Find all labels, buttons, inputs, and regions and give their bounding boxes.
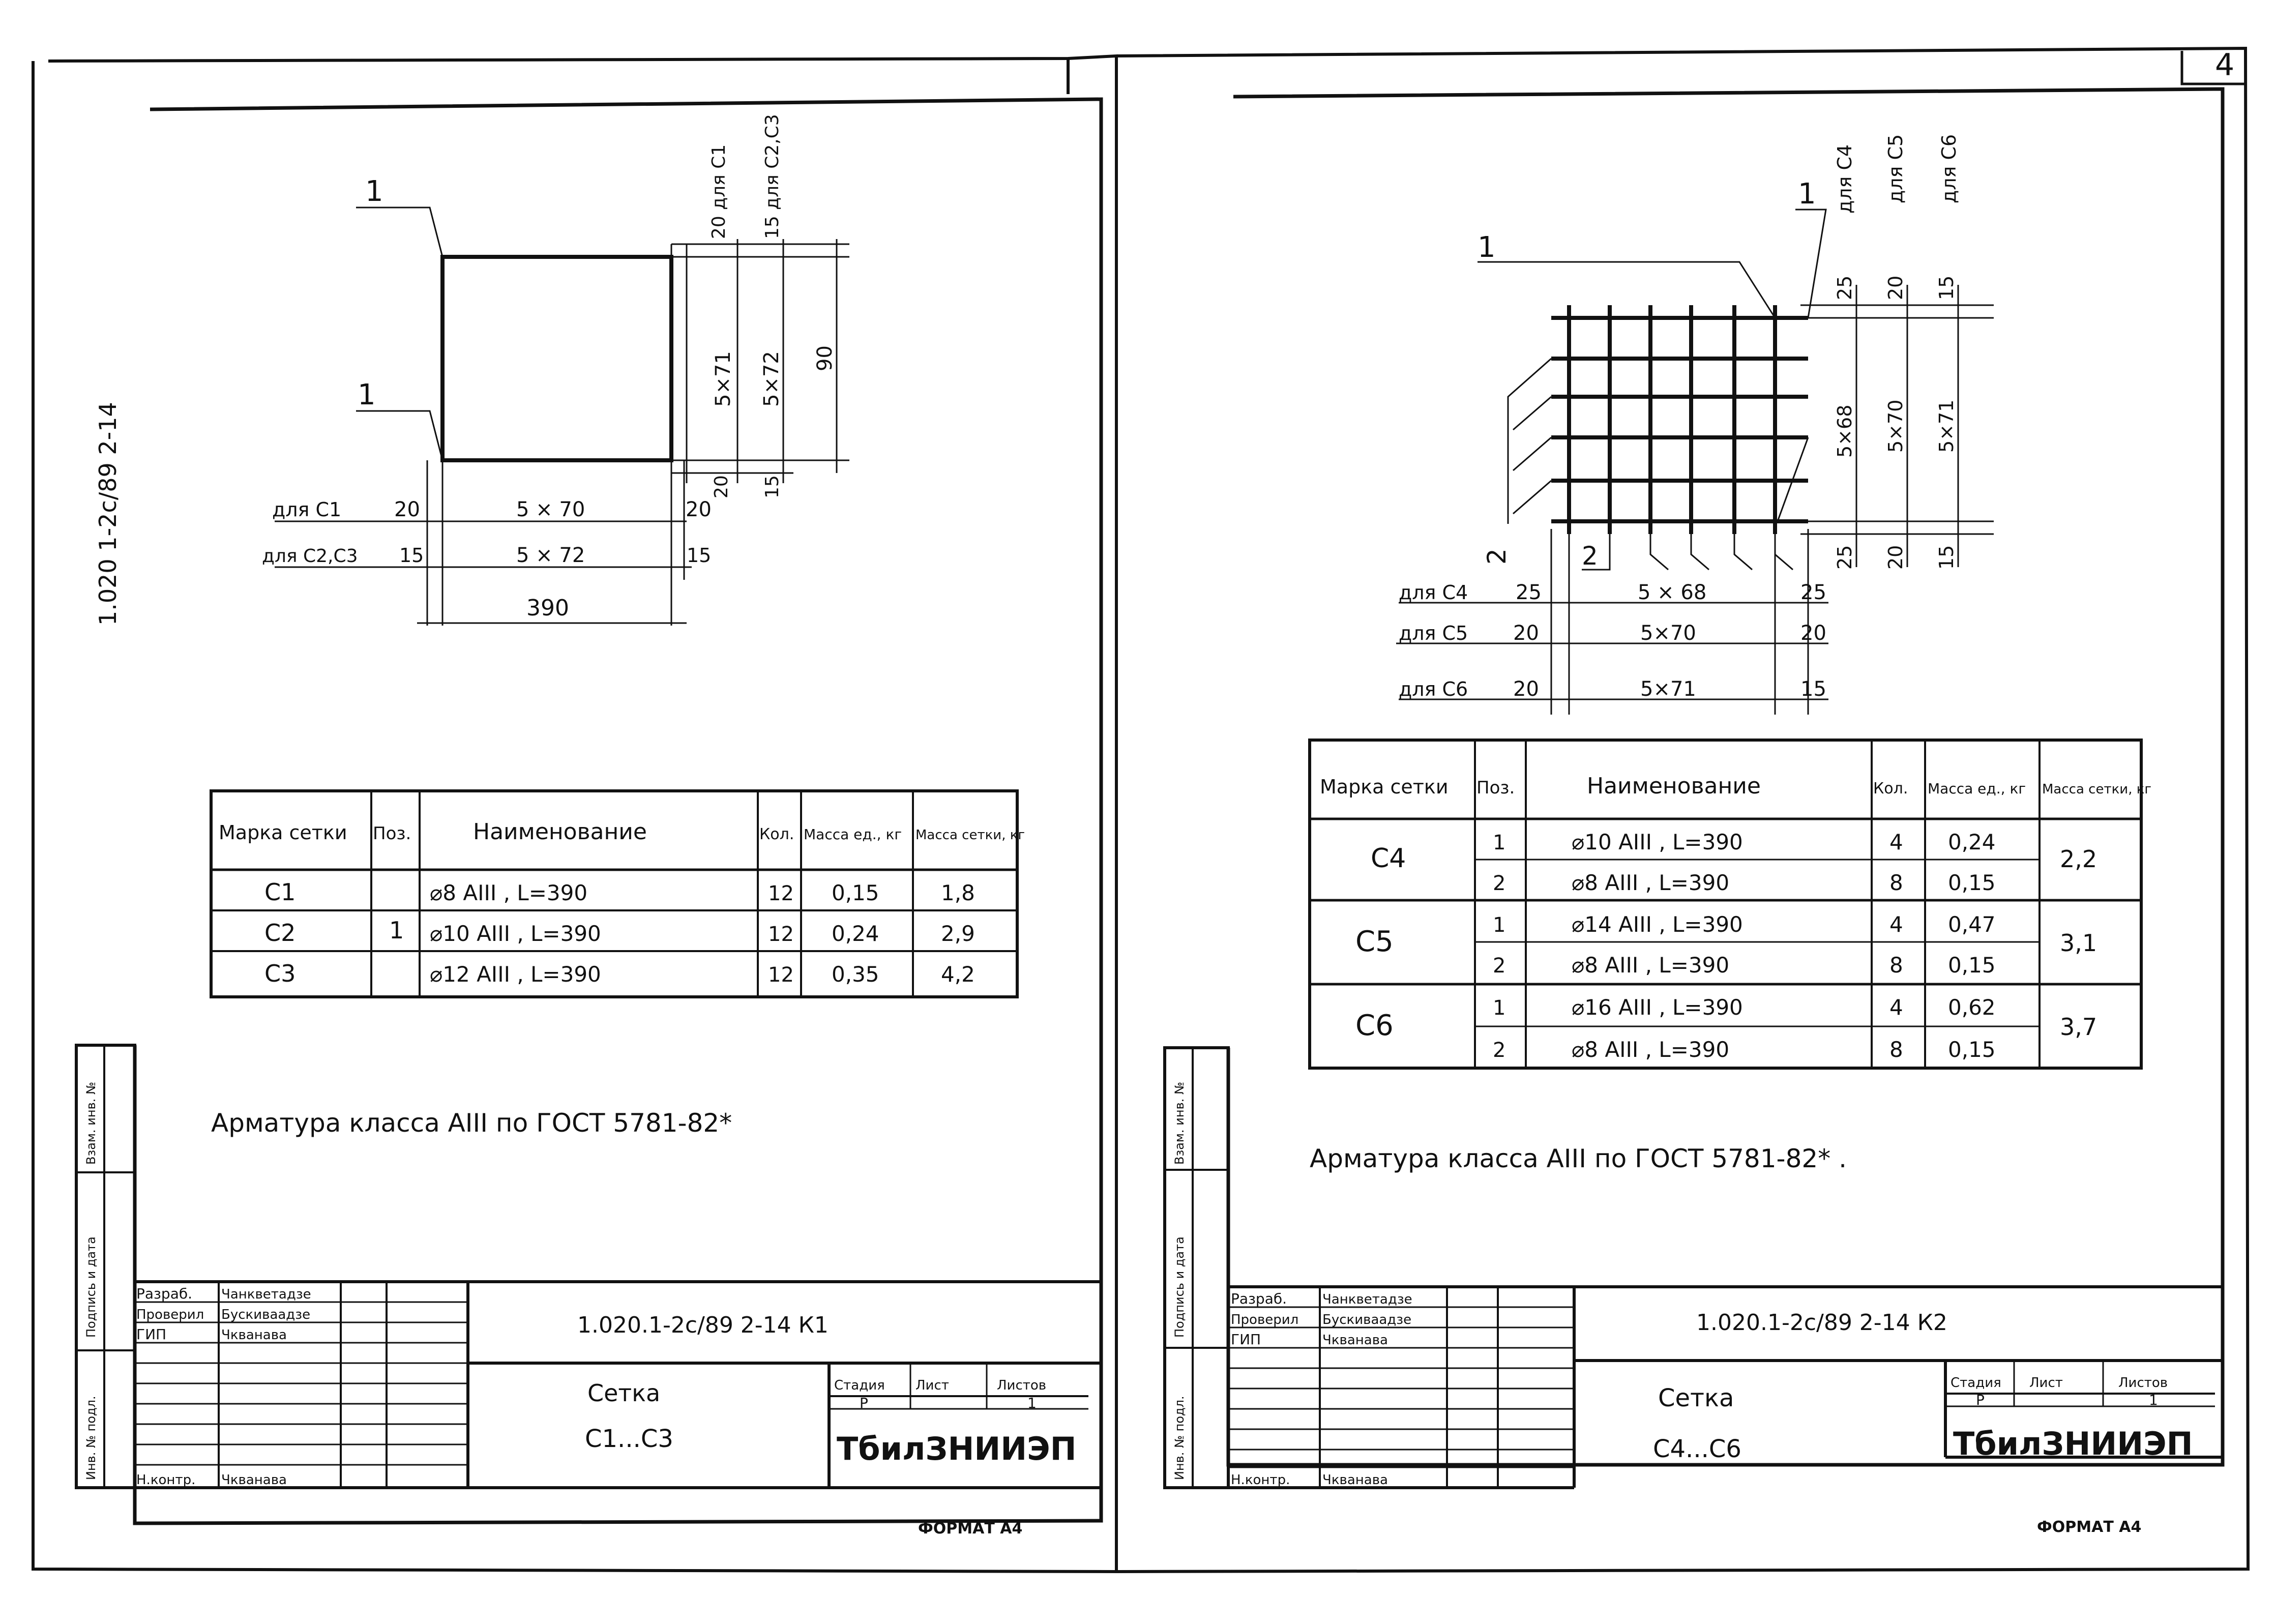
dim-label: 20: [1884, 545, 1907, 570]
dim-value: 5 × 70: [516, 498, 585, 521]
cell-qty: 8: [1889, 870, 1903, 895]
side-label: Подпись и дата: [1172, 1236, 1187, 1338]
stamp-name: Чанкветадзе: [1322, 1292, 1412, 1307]
cell-name: ⌀12 АIII , L=390: [430, 962, 601, 987]
dim-row-label: для С2,С3: [262, 546, 358, 567]
dim-label: 20: [1884, 275, 1907, 300]
stamp-sheet-label: Лист: [915, 1378, 949, 1393]
cell-total-mass: 1,8: [941, 880, 975, 905]
dim-value: 20: [1513, 677, 1539, 701]
side-label: Взам. инв. №: [1172, 1082, 1187, 1165]
side-label: Инв. № подл.: [84, 1396, 98, 1480]
dim-row-label: для С4: [1399, 581, 1468, 604]
side-label: Подпись и дата: [84, 1236, 98, 1338]
table-group: [1355, 912, 2097, 978]
table-header: Наименование: [1587, 773, 1761, 799]
cell-name: ⌀10 АIII , L=390: [430, 921, 601, 946]
cell-pos: 2: [1493, 872, 1506, 895]
cell-pos: 1: [1493, 913, 1506, 937]
dim-total: 390: [526, 595, 569, 621]
stamp-name: Чкванава: [221, 1327, 287, 1343]
cell-qty: 4: [1889, 995, 1903, 1020]
pos-mark: 1: [1478, 231, 1496, 264]
dim-label: 5×70: [1884, 399, 1907, 453]
cell-pos: 2: [1493, 1039, 1506, 1062]
dim-label: 5×68: [1834, 404, 1856, 458]
dim-label: 15 для С2,С3: [762, 114, 783, 239]
cell-unit-mass: 0,24: [1948, 830, 1996, 854]
dim-label: для С4: [1834, 144, 1856, 214]
cell-mark: С5: [1355, 925, 1394, 958]
cell-unit-mass: 0,15: [832, 880, 879, 905]
stamp-name: Чкванава: [221, 1472, 287, 1488]
cell-unit-mass: 0,15: [1948, 1037, 1996, 1062]
dim-label: 20: [711, 475, 732, 498]
dim-value: 5×70: [1640, 622, 1696, 645]
dim-label: 90: [813, 345, 837, 371]
dim-value: 25: [1516, 581, 1542, 604]
dim-label: для С6: [1938, 134, 1960, 203]
dim-value: 20: [394, 498, 420, 521]
stamp-role: Разраб.: [1231, 1290, 1287, 1307]
dim-row-label: для С1: [272, 498, 342, 521]
dim-value: 20: [1800, 622, 1826, 645]
stamp-sheets: 1: [1027, 1395, 1037, 1411]
stamp-name: Бускиваадзе: [221, 1307, 311, 1322]
cell-qty: 4: [1889, 830, 1903, 854]
stamp-role: ГИП: [1231, 1331, 1261, 1348]
side-label: Взам. инв. №: [84, 1082, 98, 1165]
pos-mark: 1: [1798, 178, 1816, 211]
dim-label: 25: [1834, 275, 1856, 300]
left-sheet: [76, 99, 1101, 1538]
table-header: Наименование: [473, 819, 647, 845]
stamp-role: Проверил: [136, 1307, 204, 1322]
cell-name: ⌀14 АIII , L=390: [1572, 912, 1743, 937]
dim-value: 20: [686, 498, 712, 521]
stamp-name: Чанкветадзе: [221, 1287, 311, 1302]
dim-value: 20: [1513, 622, 1539, 645]
cell-qty: 12: [768, 923, 794, 946]
stamp-sheets-label: Листов: [997, 1378, 1047, 1393]
dim-value: 5 × 72: [516, 544, 585, 567]
stamp-sheet-label: Лист: [2029, 1375, 2063, 1391]
cell-mark: С4: [1371, 843, 1406, 874]
stamp-name: Чкванава: [1322, 1333, 1388, 1348]
pos-mark: 1: [365, 175, 383, 208]
dim-label: 25: [1834, 545, 1856, 570]
cell-pos: 1: [1493, 996, 1506, 1020]
table-header: Масса сетки, кг: [2042, 782, 2152, 797]
stamp-org: ТбилЗНИИЭП: [837, 1430, 1077, 1467]
dim-label: 5×71: [1935, 399, 1958, 453]
stamp-title: С4...С6: [1653, 1435, 1741, 1463]
table-header: Поз.: [373, 823, 411, 844]
dim-label: 5×71: [712, 351, 735, 407]
cell-name: ⌀8 АIII , L=390: [430, 880, 588, 905]
cell-name: ⌀16 АIII , L=390: [1572, 995, 1743, 1020]
cell-name: ⌀10 АIII , L=390: [1572, 830, 1743, 854]
cell-unit-mass: 0,15: [1948, 953, 1996, 978]
format-label: ФОРМАТ А4: [918, 1520, 1023, 1538]
cell-total-mass: 4,2: [941, 962, 975, 987]
dim-label: 5×72: [760, 351, 783, 407]
cell-name: ⌀8 АIII , L=390: [1572, 953, 1730, 978]
dim-value: 15: [687, 544, 712, 567]
dim-label: 15: [762, 475, 783, 498]
table-header: Масса ед., кг: [804, 826, 902, 843]
pos-mark: 2: [1482, 548, 1512, 565]
dim-label: 20 для С1: [708, 144, 729, 239]
stamp-role: Н.контр.: [136, 1472, 196, 1488]
stamp-stage-label: Стадия: [1951, 1375, 2001, 1391]
cell-pos: 1: [1493, 831, 1506, 854]
cell-total-mass: 3,1: [2060, 929, 2097, 957]
dim-value: 15: [399, 544, 424, 567]
cell-mark: С3: [264, 960, 296, 987]
left-side-code: 1.020 1-2с/89 2-14: [94, 402, 122, 626]
cell-qty: 12: [768, 882, 794, 905]
cell-mark: С2: [264, 919, 296, 947]
stamp-role: Разраб.: [136, 1285, 193, 1302]
cell-mark: С1: [264, 878, 296, 906]
dim-row-label: для С6: [1399, 678, 1468, 700]
side-label: Инв. № подл.: [1172, 1396, 1187, 1480]
pos-mark: 1: [358, 378, 376, 411]
table-header: Кол.: [1873, 780, 1908, 798]
stamp-name: Бускиваадзе: [1322, 1312, 1412, 1327]
rebar-note: Арматура класса АIII по ГОСТ 5781-82* .: [1310, 1144, 1847, 1173]
stamp-title: Сетка: [587, 1379, 661, 1407]
dim-row-label: для С5: [1399, 622, 1468, 644]
stamp-stage: Р: [860, 1395, 868, 1411]
table-header: Масса сетки, кг: [915, 828, 1025, 843]
stamp-org: ТбилЗНИИЭП: [1953, 1425, 2193, 1462]
rebar-note: Арматура класса АIII по ГОСТ 5781-82*: [211, 1108, 732, 1138]
right-sheet: [1165, 89, 2223, 1536]
cell-qty: 8: [1889, 953, 1903, 978]
cell-unit-mass: 0,35: [832, 962, 879, 987]
stamp-title: Сетка: [1658, 1384, 1734, 1412]
stamp-sheets: 1: [2149, 1392, 2158, 1408]
cell-mark: С6: [1355, 1009, 1394, 1042]
table-group: [1355, 995, 2097, 1062]
stamp-sheets-label: Листов: [2118, 1375, 2168, 1391]
stamp-code: 1.020.1-2с/89 2-14 К1: [577, 1312, 829, 1338]
cell-total-mass: 3,7: [2060, 1013, 2097, 1041]
cell-name: ⌀8 АIII , L=390: [1572, 870, 1730, 895]
dim-value: 15: [1800, 677, 1826, 701]
dim-label: 15: [1935, 545, 1958, 570]
dim-value: 5 × 68: [1638, 581, 1707, 604]
cell-total-mass: 2,2: [2060, 845, 2097, 873]
stamp-role: ГИП: [136, 1326, 167, 1343]
dim-value: 5×71: [1640, 677, 1696, 701]
table-header: Поз.: [1476, 778, 1515, 798]
stamp-stage-label: Стадия: [834, 1378, 885, 1393]
stamp-stage: Р: [1976, 1392, 1985, 1408]
dim-value: 25: [1800, 581, 1826, 604]
table-header: Марка сетки: [219, 821, 347, 844]
stamp-role: Проверил: [1231, 1312, 1299, 1327]
stamp-code: 1.020.1-2с/89 2-14 К2: [1696, 1310, 1947, 1336]
cell-name: ⌀8 АIII , L=390: [1572, 1037, 1730, 1062]
table-header: Кол.: [759, 825, 794, 843]
stamp-name: Чкванава: [1322, 1472, 1388, 1488]
table-cell-pos: 1: [389, 917, 404, 944]
cell-pos: 2: [1493, 954, 1506, 978]
cell-unit-mass: 0,47: [1948, 912, 1996, 937]
cell-qty: 12: [768, 963, 794, 987]
stamp-role: Н.контр.: [1231, 1472, 1290, 1488]
table-group: [1371, 830, 2097, 895]
cell-unit-mass: 0,62: [1948, 995, 1996, 1020]
cell-qty: 8: [1889, 1037, 1903, 1062]
cell-qty: 4: [1889, 912, 1903, 937]
pos-mark: 2: [1582, 541, 1598, 571]
cell-unit-mass: 0,24: [832, 921, 879, 946]
format-label: ФОРМАТ А4: [2037, 1518, 2142, 1536]
dim-label: для С5: [1884, 134, 1907, 203]
table-header: Масса ед., кг: [1928, 780, 2026, 797]
cell-total-mass: 2,9: [941, 921, 975, 946]
stamp-title: С1...С3: [585, 1425, 673, 1453]
table-header: Марка сетки: [1320, 776, 1449, 798]
cell-unit-mass: 0,15: [1948, 870, 1996, 895]
page-number: 4: [2215, 47, 2235, 83]
dim-label: 15: [1935, 275, 1958, 300]
